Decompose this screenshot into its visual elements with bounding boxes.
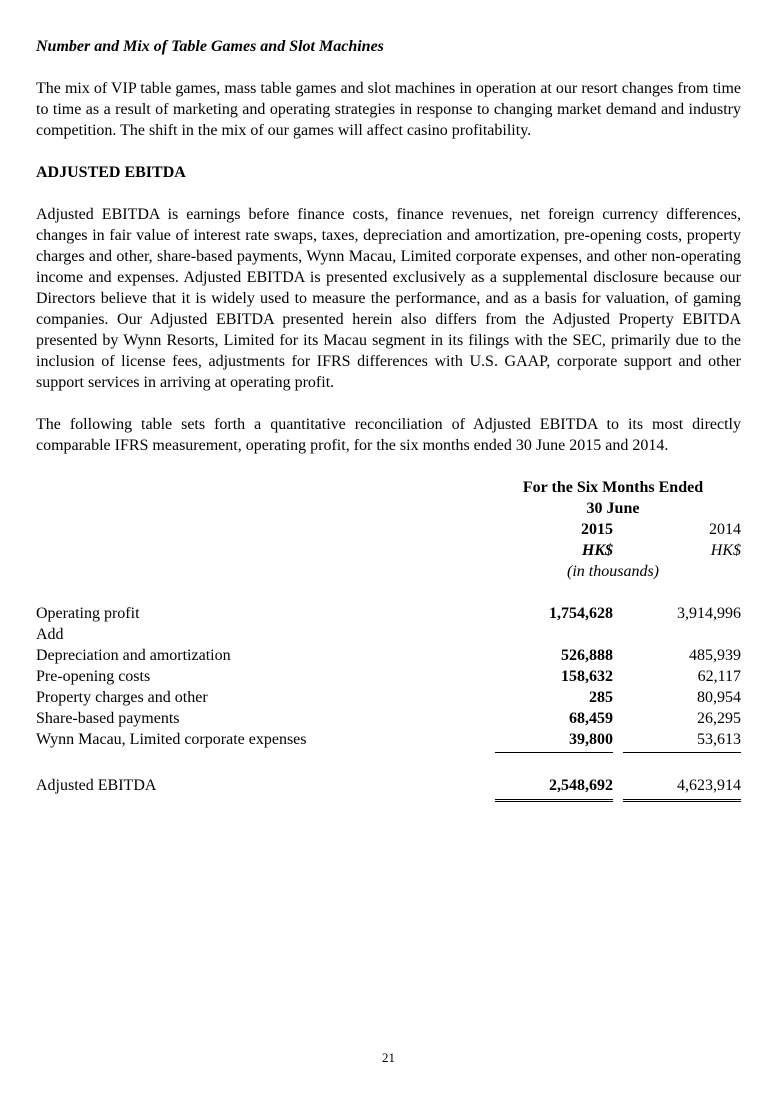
row-label: Share-based payments (36, 710, 180, 727)
row-label: Property charges and other (36, 689, 208, 706)
row-label: Wynn Macau, Limited corporate expenses (36, 731, 307, 748)
section-heading-adjusted-ebitda: ADJUSTED EBITDA (36, 164, 186, 181)
table-row-add (36, 624, 741, 645)
row-value-2014: 80,954 (697, 689, 741, 706)
row-value-2015 (495, 624, 613, 645)
row-value-2015: 39,800 (495, 729, 613, 753)
row-value-2014: 4,623,914 (623, 775, 741, 802)
row-value-2015: 2,548,692 (495, 775, 613, 802)
row-value-2014 (623, 624, 741, 645)
row-value-2014: 26,295 (697, 710, 741, 727)
table-row-adjusted-ebitda-total (36, 775, 741, 802)
table-row-preopening (36, 666, 741, 687)
table-column-headers (485, 477, 741, 582)
column-header-2014: 2014 (709, 521, 741, 538)
row-value-2014: 62,117 (697, 668, 741, 685)
paragraph-games-mix: The mix of VIP table games, mass table games and slot machines in operation at our resort changes from time to time as a result of marketing and operating strategies in response to changing market demand and industry competition. The shift in the mix of our games will affect casino profitability. (36, 80, 741, 139)
table-row-corporate-expenses (36, 729, 741, 753)
row-value-2014: 3,914,996 (677, 605, 741, 622)
row-label: Operating profit (36, 605, 140, 622)
table-row-property-charges (36, 687, 741, 708)
ebitda-reconciliation-table (36, 477, 741, 802)
table-row-operating-profit (36, 603, 741, 624)
column-header-2015: 2015 (581, 521, 613, 538)
row-value-2015: 526,888 (561, 647, 613, 664)
row-value-2015: 158,632 (561, 668, 613, 685)
row-value-2014: 53,613 (623, 729, 741, 753)
table-row-share-based (36, 708, 741, 729)
row-value-2014: 485,939 (689, 647, 741, 664)
currency-label-2014: HK$ (710, 542, 741, 559)
row-value-2015: 68,459 (569, 710, 613, 727)
table-row-depreciation (36, 645, 741, 666)
currency-label-2015: HK$ (581, 542, 613, 559)
row-label: Adjusted EBITDA (36, 777, 157, 794)
paragraph-ebitda-definition: Adjusted EBITDA is earnings before finance costs, finance revenues, net foreign currency differences, changes in fair value of interest rate swaps, taxes, depreciation and amortization, pre-opening costs, property charges and other, share-based payments, Wynn Macau, Limited corporate expenses, and other non-operating income and expenses. Adjusted EBITDA is presented exclusively as a supplemental disclosure because our Directors believe that it is widely used to measure the performance, and as a basis for valuation, of gaming companies. Our Adjusted EBITDA presented herein also differs from the Adjusted Property EBITDA presented by Wynn Resorts, Limited for its Macau segment in its filings with the SEC, primarily due to the inclusion of license fees, adjustments for IFRS differences with U.S. GAAP, corporate support and other support services in arriving at operating profit. (36, 206, 741, 391)
table-body (36, 603, 741, 802)
row-value-2015: 1,754,628 (549, 605, 613, 622)
page-number: 21 (382, 1050, 395, 1065)
section-heading-table-games: Number and Mix of Table Games and Slot Machines (36, 38, 384, 55)
period-header-line1: For the Six Months Ended (522, 479, 704, 496)
period-header-line2: 30 June (586, 500, 640, 517)
paragraph-table-intro: The following table sets forth a quantitative reconciliation of Adjusted EBITDA to its most directly comparable IFRS measurement, operating profit, for the six months ended 30 June 2015 and 2014. (36, 416, 741, 454)
row-label: Add (36, 626, 64, 643)
row-label: Pre-opening costs (36, 668, 151, 685)
units-note: (in thousands) (567, 563, 659, 580)
row-label: Depreciation and amortization (36, 647, 231, 664)
row-value-2015: 285 (589, 689, 613, 706)
